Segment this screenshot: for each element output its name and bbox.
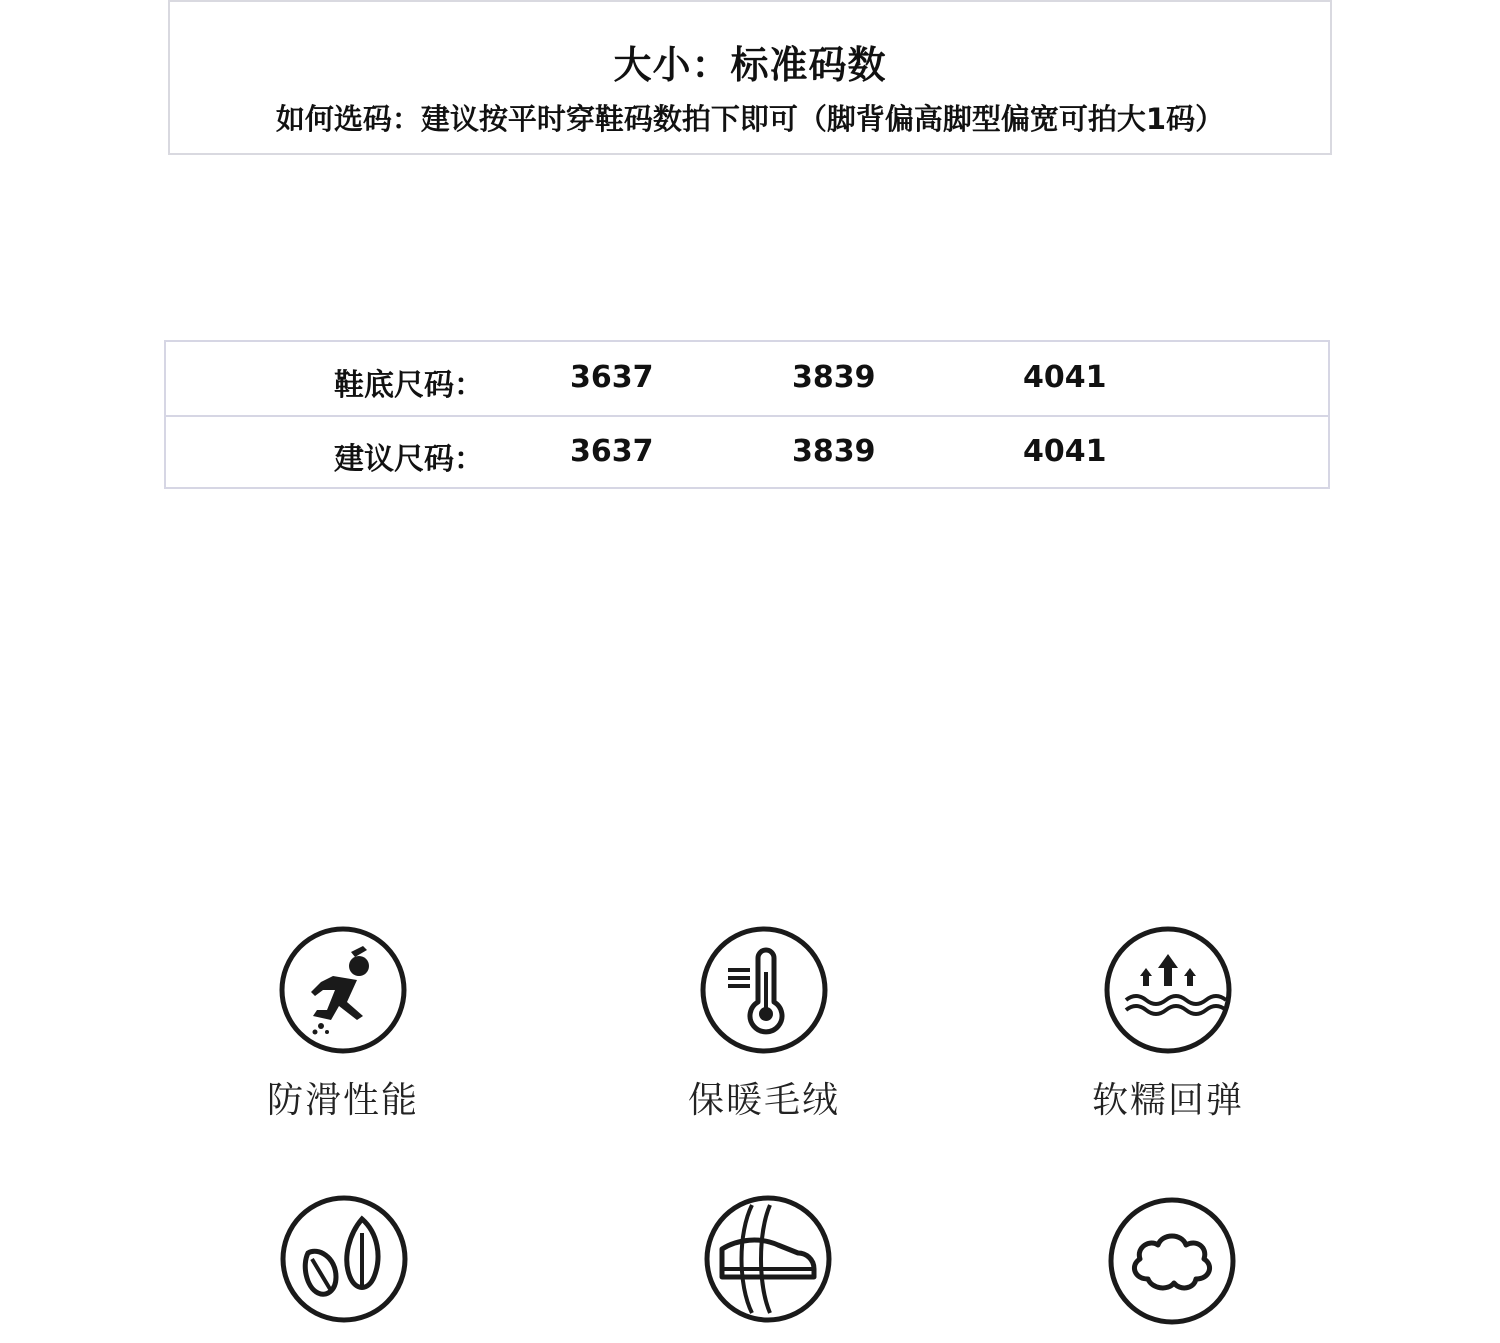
- size-value: 3839: [792, 360, 876, 395]
- row-label: 鞋底尺码：: [334, 368, 484, 403]
- row-label: 建议尺码：: [334, 442, 484, 477]
- feature-item: [648, 1193, 888, 1341]
- table-row: [166, 342, 1328, 417]
- feature-item: [224, 1193, 464, 1341]
- table-row: [166, 416, 1328, 489]
- thermometer-icon: [698, 924, 830, 1056]
- feature-label: 保暖毛绒: [687, 1080, 840, 1121]
- feature-item: [223, 924, 463, 1123]
- size-value: 3637: [570, 434, 654, 469]
- size-value: 4041: [1023, 360, 1107, 395]
- size-title: 大小：标准码数: [613, 43, 887, 87]
- size-table: [164, 340, 1330, 489]
- feature-label: 软糯回弹: [1091, 1080, 1244, 1121]
- size-header: [168, 0, 1332, 155]
- slip-icon: [277, 924, 409, 1056]
- cloud-icon: [1106, 1195, 1238, 1327]
- feature-item: [644, 924, 884, 1123]
- rebound-waves-icon: [1102, 924, 1234, 1056]
- feature-item: [1052, 1195, 1292, 1343]
- size-value: 3839: [792, 434, 876, 469]
- size-value: 4041: [1023, 434, 1107, 469]
- feature-label: 防滑性能: [266, 1080, 419, 1121]
- size-advice: 如何选码：建议按平时穿鞋码数拍下即可（脚背偏高脚型偏宽可拍大1码）: [275, 102, 1225, 136]
- leaves-icon: [278, 1193, 410, 1325]
- feature-item: [1048, 924, 1288, 1123]
- shoe-icon: [702, 1193, 834, 1325]
- size-value: 3637: [570, 360, 654, 395]
